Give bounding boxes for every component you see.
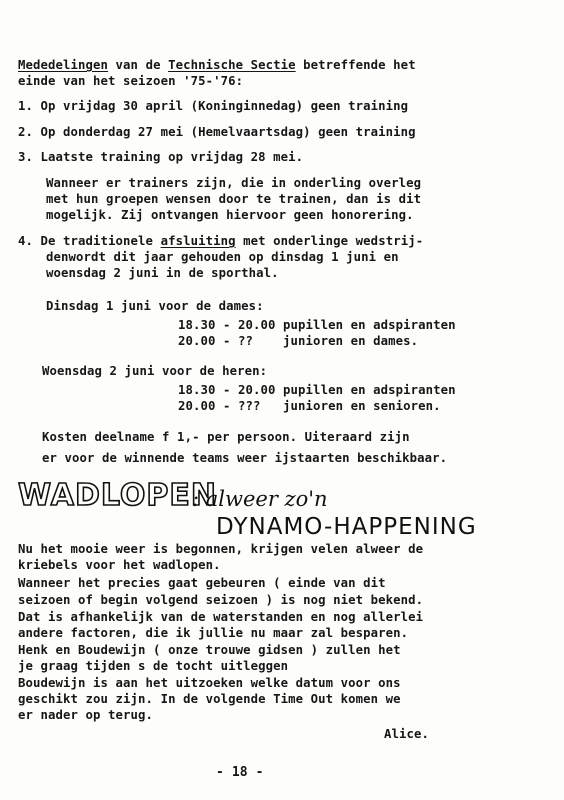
tuesday-row-1: 18.30 - 20.00 pupillen en adspiranten [178,318,456,332]
cost-line-1: Kosten deelname f 1,- per persoon. Uiteraard zijn [42,430,410,444]
wadlopen-line-2: kriebels voor het wadlopen. [18,558,221,572]
item-3: 3. Laatste training op vrijdag 28 mei. [18,150,304,164]
wadlopen-line-4: seizoen of begin volgend seizoen ) is nog niet bekend. [18,593,424,607]
dynamo-happening: DYNAMO-HAPPENING [216,514,477,540]
item-1: 1. Op vrijdag 30 april (Koninginnedag) geen training [18,99,409,113]
wadlopen-line-9: Boudewijn is aan het uitzoeken welke datum voor ons [18,676,401,690]
wadlopen-line-11: er nader op terug. [18,708,154,722]
item-4-text: 4. De traditionele [18,234,161,248]
wednesday-row-2: 20.00 - ??? junioren en senioren. [178,399,441,413]
header-line-2: einde van het seizoen '75-'76: [18,74,244,88]
item-2: 2. Op donderdag 27 mei (Hemelvaartsdag) geen training [18,125,416,139]
item-4 [18,233,423,250]
item-4-line-3: woensdag 2 juni in de sporthal. [46,266,279,280]
header-mededelingen: Mededelingen [18,58,109,72]
cost-line-2: er voor de winnende teams weer ijstaarten beschikbaar. [42,451,448,465]
tuesday-heading: Dinsdag 1 juni voor de dames: [46,299,264,313]
header-line-1 [18,57,416,74]
wadlopen-line-10: geschikt zou zijn. In de volgende Time Out komen we [18,692,401,706]
wednesday-heading: Woensdag 2 juni voor de heren: [42,364,268,378]
wadlopen-line-6: andere factoren, die ik jullie nu maar zal besparen. [18,626,409,640]
header-technische-sectie: Technische Sectie [168,58,296,72]
tuesday-row-2: 20.00 - ?? junioren en dames. [178,334,419,348]
trainers-line-1: Wanneer er trainers zijn, die in onderling overleg [46,176,422,190]
wadlopen-line-1: Nu het mooie weer is begonnen, krijgen velen alweer de [18,542,424,556]
wadlopen-line-5: Dat is afhankelijk van de waterstanden en nog allerlei [18,610,424,624]
wadlopen-line-8: je graag tijden s de tocht uitleggen [18,659,289,673]
trainers-line-3: mogelijk. Zij ontvangen hiervoor geen honorering. [46,208,414,222]
item-4-text-end: met onderlinge wedstrij- [235,234,424,248]
item-4-line-2: denwordt dit jaar gehouden op dinsdag 1 juni en [46,250,399,264]
wadlopen-line-3: Wanneer het precies gaat gebeuren ( einde van dit [18,576,386,590]
header-text: van de [108,58,169,72]
item-4-afsluiting: afsluiting [160,234,236,248]
wadlopen-subtitle: : alweer zo'n [192,487,328,511]
header-text-end: betreffende het [295,58,416,72]
trainers-line-2: met hun groepen wensen door te trainen, dan is dit [46,192,422,206]
wadlopen-line-7: Henk en Boudewijn ( onze trouwe gidsen ) zullen het [18,643,401,657]
signature-alice: Alice. [384,727,430,741]
wadlopen-title: WADLOPEN [18,478,218,513]
wednesday-row-1: 18.30 - 20.00 pupillen en adspiranten [178,383,456,397]
page-number: - 18 - [216,765,264,780]
